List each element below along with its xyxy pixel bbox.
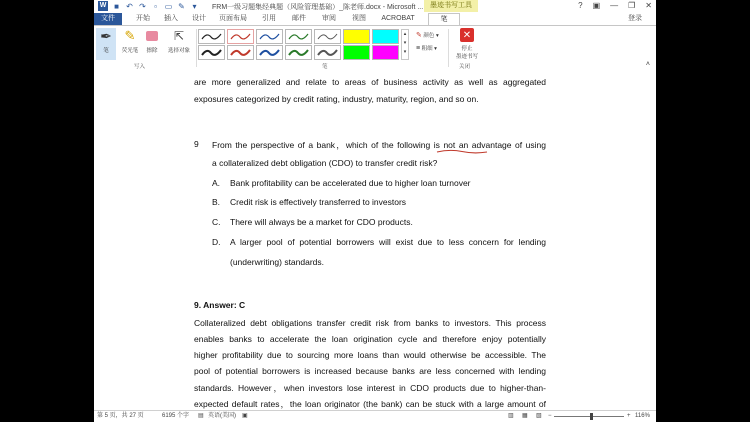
- pen-swatch-1[interactable]: [198, 29, 225, 44]
- proofing-icon[interactable]: ▤: [198, 413, 204, 419]
- restore-button[interactable]: ❐: [628, 1, 636, 10]
- chevron-down-icon: ▾: [432, 46, 437, 52]
- answer-line-4: pool of potential borrowers is increased because banks are less concerned with lending: [194, 366, 546, 376]
- redo-icon[interactable]: ↷: [139, 1, 146, 11]
- pen-stroke-icon: [286, 30, 311, 43]
- close-group-label: 关闭: [459, 64, 471, 70]
- tab-insert[interactable]: 插入: [164, 15, 178, 22]
- chevron-down-icon: ▾: [434, 33, 439, 39]
- highlighter-swatch-cyan[interactable]: [372, 29, 399, 44]
- read-mode-icon[interactable]: ▥: [508, 413, 514, 419]
- pen-stroke-icon: [228, 30, 253, 43]
- answer-line-2: enables banks to accelerate the loan origination cycle and therefore enjoy potentially: [194, 334, 546, 344]
- option-letter-a: A.: [212, 178, 221, 188]
- zoom-slider-thumb[interactable]: [590, 413, 593, 420]
- color-icon: ✎: [416, 32, 422, 39]
- answer-line-1: Collateralized debt obligations transfer credit risk from banks to investors. This process: [194, 318, 546, 328]
- option-letter-b: B.: [212, 197, 221, 207]
- ribbon-pen: [94, 25, 656, 71]
- tab-mailings[interactable]: 邮件: [292, 15, 306, 22]
- ink-tools-context-label: 墨迹书写工具: [424, 0, 478, 12]
- intro-line-2: exposures categorized by credit rating, industry, maturity, region, and so on.: [194, 94, 479, 104]
- pens-group-label: 笔: [322, 64, 328, 70]
- pen-swatch-7[interactable]: [227, 45, 254, 60]
- answer-heading: 9. Answer: C: [194, 300, 246, 310]
- undo-icon[interactable]: ↶: [126, 1, 133, 11]
- language-indicator[interactable]: 英语(美国): [208, 413, 236, 419]
- option-text-d-continued: (underwriting) standards.: [230, 257, 325, 267]
- highlighter-icon: ✎: [124, 28, 136, 43]
- select-objects-button[interactable]: ⇱ 选择对象: [167, 29, 190, 54]
- page-indicator[interactable]: 第 5 页，共 27 页: [97, 413, 144, 419]
- thickness-dropdown[interactable]: ≡ 粗细 ▾: [416, 45, 437, 52]
- word-window: [94, 0, 656, 422]
- minimize-button[interactable]: —: [610, 1, 619, 10]
- pen-swatch-3[interactable]: [256, 29, 283, 44]
- collapse-ribbon-icon[interactable]: ˄: [645, 61, 650, 68]
- eraser-icon: [146, 31, 158, 41]
- pen-swatch-4[interactable]: [285, 29, 312, 44]
- pen-button[interactable]: ✒ 笔: [96, 28, 116, 60]
- intro-line-1: are more generalized and relate to areas of business activity as well as aggregated: [194, 77, 546, 87]
- pen-stroke-icon: [199, 46, 224, 59]
- word-logo-icon[interactable]: W: [99, 2, 107, 9]
- option-letter-c: C.: [212, 217, 221, 227]
- pen-stroke-icon: [199, 30, 224, 43]
- title-bar: [94, 0, 656, 13]
- word-count[interactable]: 6195 个字: [162, 413, 190, 419]
- close-button[interactable]: ✕: [645, 1, 652, 10]
- ribbon-display-icon[interactable]: ▣: [592, 1, 601, 10]
- print-layout-icon[interactable]: ▦: [522, 413, 528, 419]
- option-text-b: Credit risk is effectively transferred to investors: [230, 197, 407, 207]
- tab-home[interactable]: 开始: [136, 15, 150, 22]
- highlighter-swatch-magenta[interactable]: [372, 45, 399, 60]
- pen-stroke-icon: [286, 46, 311, 59]
- pen-stroke-icon: [228, 46, 253, 59]
- option-letter-d: D.: [212, 237, 221, 247]
- tab-file[interactable]: 文件: [94, 13, 122, 25]
- group-separator: [196, 29, 197, 67]
- thickness-icon: ≡: [416, 45, 421, 52]
- pen-stroke-icon: [315, 30, 340, 43]
- option-text-a: Bank profitability can be accelerated due to higher loan turnover: [230, 178, 471, 188]
- color-dropdown[interactable]: ✎ 颜色 ▾: [416, 32, 439, 39]
- ink-underline-annotation: [436, 149, 488, 155]
- stop-inking-button[interactable]: ✕ 停止 墨迹书写: [455, 30, 478, 60]
- option-text-d: A larger pool of potential borrowers will exist due to less concern for lending: [230, 237, 546, 247]
- pen-swatch-2[interactable]: [227, 29, 254, 44]
- login-link[interactable]: 登录: [628, 15, 642, 22]
- group-separator: [448, 29, 449, 67]
- pen-swatch-10[interactable]: [314, 45, 341, 60]
- pen-gallery: [198, 29, 408, 61]
- help-button[interactable]: ?: [578, 1, 583, 10]
- web-layout-icon[interactable]: ▧: [536, 413, 542, 419]
- question-number: 9: [194, 139, 199, 149]
- ribbon-tabs: [94, 13, 656, 25]
- answer-line-3: higher profitability due to sourcing more loans than would otherwise be accessible. The: [194, 350, 546, 360]
- tab-acrobat[interactable]: ACROBAT: [381, 15, 415, 22]
- option-text-c: There will always be a market for CDO products.: [230, 217, 413, 227]
- write-group-label: 写入: [134, 64, 146, 70]
- close-red-icon: ✕: [460, 28, 474, 42]
- zoom-slider-track[interactable]: [554, 416, 624, 417]
- answer-line-6: expected default rates，the loan originator (the bank) can be stuck with a large amount of: [194, 399, 546, 409]
- document-page: [94, 70, 656, 410]
- zoom-level[interactable]: 116%: [635, 413, 650, 419]
- pen-stroke-icon: [257, 46, 282, 59]
- gallery-scroll[interactable]: ▴ ▾ ▾: [401, 29, 409, 60]
- pen-swatch-5[interactable]: [314, 29, 341, 44]
- status-bar: [94, 410, 656, 422]
- pen-stroke-icon: [257, 30, 282, 43]
- zoom-out-button[interactable]: −: [548, 413, 552, 419]
- pen-quick-icon[interactable]: ✎: [178, 1, 185, 11]
- tab-pen[interactable]: 笔: [428, 13, 460, 25]
- tab-review[interactable]: 审阅: [322, 15, 336, 22]
- tab-references[interactable]: 引用: [262, 15, 276, 22]
- open-icon[interactable]: ▭: [164, 1, 173, 11]
- answer-line-5: standards. However，when investors lose interest in CDO products due to higher-than-: [194, 383, 546, 393]
- save-icon[interactable]: ■: [114, 1, 119, 11]
- question-line-2: a collateralized debt obligation (CDO) to transfer credit risk?: [212, 158, 438, 168]
- pen-swatch-8[interactable]: [256, 45, 283, 60]
- tab-page-layout[interactable]: 页面布局: [219, 15, 247, 22]
- highlighter-swatch-green[interactable]: [343, 45, 370, 60]
- document-title: FRM一级习题集经典题（风险管理基础）_陈老师.docx - Microsoft ...: [212, 4, 424, 11]
- tab-design[interactable]: 设计: [192, 15, 206, 22]
- customize-qat-icon[interactable]: ▾: [192, 1, 197, 11]
- zoom-in-button[interactable]: +: [627, 413, 631, 419]
- pen-swatch-6[interactable]: [198, 45, 225, 60]
- pen-tool-icon: ✒: [100, 28, 112, 44]
- pen-swatch-9[interactable]: [285, 45, 312, 60]
- tab-view[interactable]: 视图: [352, 15, 366, 22]
- question-line-1: From the perspective of a bank，which of the following is not an advantage of using: [212, 140, 546, 150]
- cursor-icon: ⇱: [173, 29, 185, 43]
- highlighter-swatch-yellow[interactable]: [343, 29, 370, 44]
- pen-stroke-icon: [315, 46, 340, 59]
- macro-icon[interactable]: ▣: [242, 413, 248, 419]
- eraser-button[interactable]: 擦除: [142, 28, 162, 54]
- highlighter-button[interactable]: ✎ 荧光笔: [121, 28, 139, 54]
- new-doc-icon[interactable]: ▫: [154, 1, 157, 11]
